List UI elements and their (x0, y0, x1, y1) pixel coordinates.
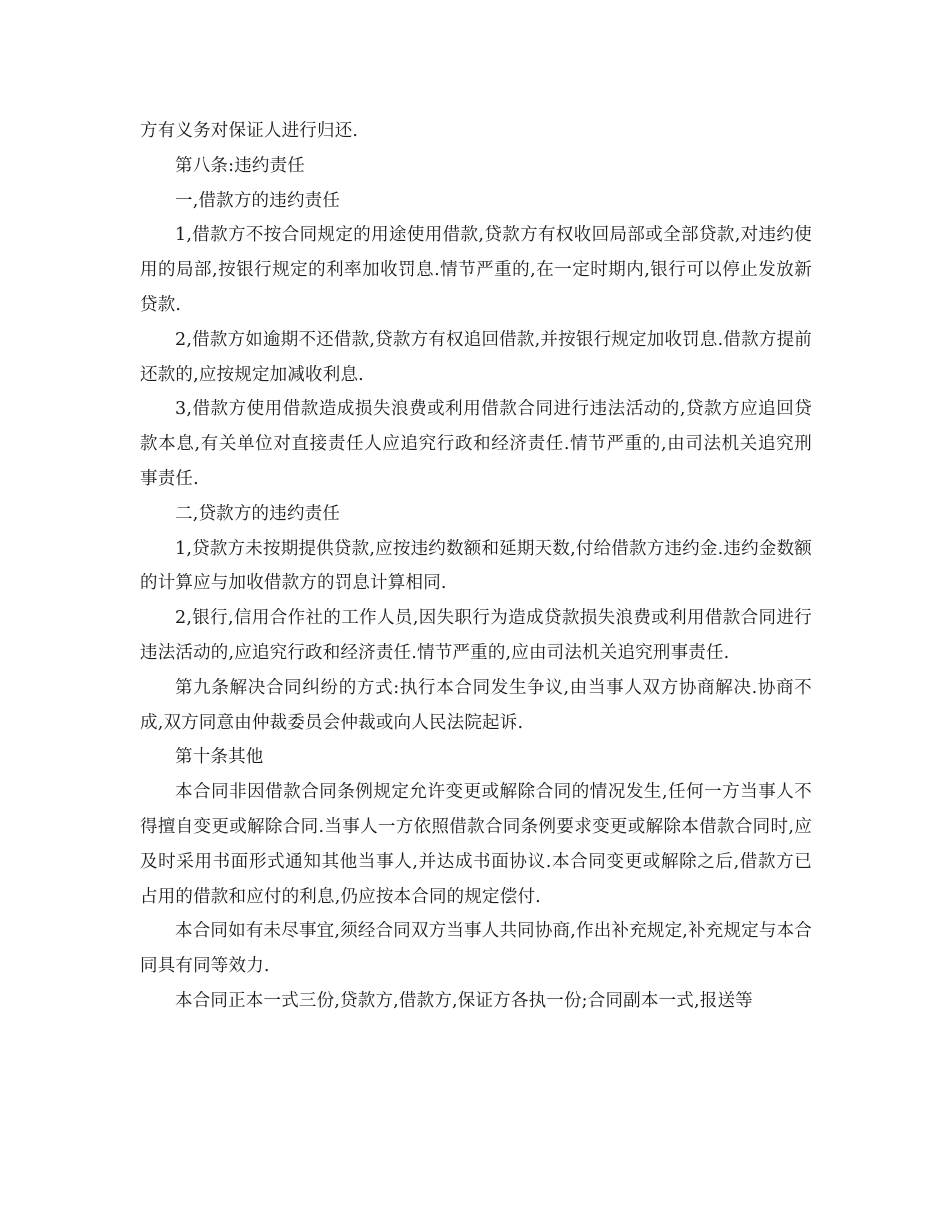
paragraph-lender-clause-1: 1,贷款方未按期提供贷款,应按违约数额和延期天数,付给借款方违约金.违约金数额的计算应与加收借款方的罚息计算相同. (140, 538, 812, 594)
paragraph-borrower-clause-3: 3,借款方使用借款造成损失浪费或利用借款合同进行违法活动的,贷款方应追回贷款本息,有关单位对直接责任人应追究行政和经济责任.情节严重的,由司法机关追究刑事责任. (140, 399, 812, 489)
paragraph-lender-clause-2: 2,银行,信用合作社的工作人员,因失职行为造成贷款损失浪费或利用借款合同进行违法活动的,应追究行政和经济责任.情节严重的,应由司法机关追究刑事责任. (140, 608, 812, 663)
paragraph-amendment: 本合同非因借款合同条例规定允许变更或解除合同的情况发生,任何一方当事人不得擅自变更或解除合同.当事人一方依照借款合同条例要求变更或解除本借款合同时,应及时采用书面形式通知其他当事人,并达成书面协议.本合同变更或解除之后,借款方已占用的借款和应付的利息,仍应按本合同的规定偿付. (140, 782, 812, 907)
paragraph-supplement: 本合同如有未尽事宜,须经合同双方当事人共同协商,作出补充规定,补充规定与本合同具有同等效力. (140, 921, 812, 977)
paragraph-copies: 本合同正本一式三份,贷款方,借款方,保证方各执一份;合同副本一式,报送等 (175, 990, 753, 1011)
paragraph-continuation: 方有义务对保证人进行归还. (140, 121, 359, 141)
paragraph-article-9: 第九条解决合同纠纷的方式:执行本合同发生争议,由当事人双方协商解决.协商不成,双方同意由仲裁委员会仲裁或向人民法院起诉. (140, 677, 812, 733)
paragraph-borrower-clause-1: 1,借款方不按合同规定的用途使用借款,贷款方有权收回局部或全部贷款,对违约使用的局部,按银行规定的利率加收罚息.情节严重的,在一定时期内,银行可以停止发放新贷款. (140, 225, 812, 315)
paragraph-borrower-clause-2: 2,借款方如逾期不还借款,贷款方有权追回借款,并按银行规定加收罚息.借款方提前还款的,应按规定加减收利息. (140, 329, 812, 385)
heading-article-8: 第八条:违约责任 (175, 155, 305, 176)
subheading-lender-liability: 二,贷款方的违约责任 (175, 503, 341, 524)
subheading-borrower-liability: 一,借款方的违约责任 (175, 190, 341, 211)
heading-article-10: 第十条其他 (175, 747, 264, 768)
document-body (140, 114, 812, 1019)
